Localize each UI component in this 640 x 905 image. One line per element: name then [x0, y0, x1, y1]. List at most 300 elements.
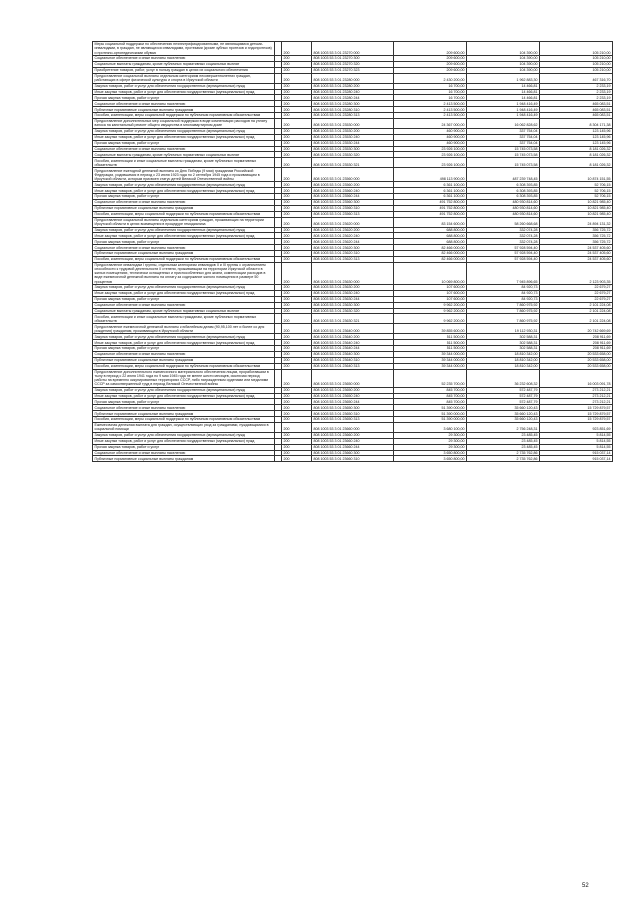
row-executed-cell: 23 485,45 — [467, 438, 540, 444]
row-plan-cell: 511 500,00 — [394, 346, 467, 352]
row-plan-cell: 2 413 500,00 — [394, 107, 467, 113]
row-plan-cell: 209 600,00 — [394, 42, 467, 56]
row-code-cell: 808 1003 53 3 01 23620 300 — [312, 245, 394, 251]
row-kvr-cell: 200 — [282, 456, 312, 462]
row-executed-cell: 6 308 393,85 — [467, 182, 540, 188]
row-remainder-cell: 105 210,00 — [540, 61, 613, 67]
row-code-cell: 808 1003 53 3 01 23620 244 — [312, 239, 394, 245]
row-plan-cell: 460 900,00 — [394, 134, 467, 140]
row-plan-cell: 24 367 000,00 — [394, 118, 467, 128]
row-executed-cell: 480 930 814,60 — [467, 199, 540, 205]
row-executed-cell: 480 930 814,60 — [467, 211, 540, 217]
row-remainder-cell: 24 537 405,60 — [540, 256, 613, 262]
row-remainder-cell: 465 083,51 — [540, 107, 613, 113]
row-code-cell: 808 1003 53 3 01 23660 244 — [312, 444, 394, 450]
row-plan-cell: 491 752 800,00 — [394, 199, 467, 205]
row-code-cell: 808 1003 53 3 01 23620 310 — [312, 251, 394, 257]
row-executed-cell: 14 466,81 — [467, 95, 540, 101]
row-kvr-cell: 200 — [282, 140, 312, 146]
row-name-cell: Социальное обеспечение и иные выплаты населению — [93, 351, 275, 357]
row-code-cell: 808 1003 53 3 01 23620 240 — [312, 233, 394, 239]
row-kvr-cell: 200 — [282, 290, 312, 296]
row-executed-cell: 337 754,04 — [467, 134, 540, 140]
row-name-cell: Закупка товаров, работ и услуг для обеспечения государственных (муниципальных) нужд — [93, 83, 275, 89]
row-name-cell: Прочая закупка товаров, работ и услуг — [93, 346, 275, 352]
row-name-cell: Социальное обеспечение и иные выплаты населению — [93, 450, 275, 456]
table-row — [93, 456, 613, 462]
row-executed-cell: 332 074,28 — [467, 233, 540, 239]
row-code-cell: 808 1003 53 3 01 23530 300 — [312, 146, 394, 152]
row-remainder-cell: 208 911,69 — [540, 340, 613, 346]
row-remainder-cell: 273 212,21 — [540, 387, 613, 393]
row-kvr-cell: 200 — [282, 188, 312, 194]
row-kvr-cell: 200 — [282, 67, 312, 73]
row-name-cell: Иные закупки товаров, работ и услуг для обеспечения государственных (муниципальных) нужд — [93, 89, 275, 95]
row-executed-cell: 104 390,00 — [467, 67, 540, 73]
row-plan-cell: 23 926 100,00 — [394, 158, 467, 168]
row-kvr-cell: 200 — [282, 334, 312, 340]
row-executed-cell: 2 735 762,86 — [467, 456, 540, 462]
row-executed-cell: 2 735 762,86 — [467, 450, 540, 456]
row-executed-cell: 104 390,00 — [467, 42, 540, 56]
row-executed-cell: 58 260 668,68 — [467, 217, 540, 227]
row-plan-cell: 82 466 000,00 — [394, 251, 467, 257]
row-code-cell: 808 1003 53 3 01 23660 300 — [312, 450, 394, 456]
row-kvr-cell: 200 — [282, 324, 312, 334]
row-executed-cell: 18 810 342,00 — [467, 357, 540, 363]
row-executed-cell: 2 756 248,31 — [467, 422, 540, 432]
row-kvr-cell: 200 — [282, 450, 312, 456]
row-remainder-cell: 105 210,00 — [540, 56, 613, 62]
row-plan-cell: 9 962 200,00 — [394, 314, 467, 324]
row-plan-cell: 209 600,00 — [394, 61, 467, 67]
row-spacer-cell — [275, 217, 282, 227]
row-remainder-cell: 273 212,21 — [540, 399, 613, 405]
row-remainder-cell: 2 101 224,08 — [540, 302, 613, 308]
row-remainder-cell: 8 181 026,32 — [540, 146, 613, 152]
row-name-cell: Иные закупки товаров, работ и услуг для обеспечения государственных (муниципальных) нужд — [93, 134, 275, 140]
row-remainder-cell: 356 725,72 — [540, 227, 613, 233]
row-kvr-cell: 200 — [282, 89, 312, 95]
row-remainder-cell: 8 181 026,32 — [540, 158, 613, 168]
row-kvr-cell: 200 — [282, 411, 312, 417]
row-plan-cell: 16 700,00 — [394, 83, 467, 89]
row-name-cell: Пособия, компенсации и иные социальные выплаты гражданам, кроме публичных нормативных обязательств — [93, 314, 275, 324]
row-remainder-cell: 105 210,00 — [540, 67, 613, 73]
row-remainder-cell: 10 874 151,55 — [540, 168, 613, 182]
row-code-cell: 808 1003 53 3 01 23270 320 — [312, 61, 394, 67]
row-name-cell: Иные закупки товаров, работ и услуг для обеспечения государственных (муниципальных) нужд — [93, 393, 275, 399]
row-plan-cell: 39 344 000,00 — [394, 351, 467, 357]
row-name-cell: Пособия, компенсации, меры социальной поддержки по публичным нормативным обязательствам — [93, 417, 275, 423]
row-executed-cell: 18 810 342,00 — [467, 363, 540, 369]
row-remainder-cell: 2 101 224,08 — [540, 314, 613, 324]
row-executed-cell: 84 920,73 — [467, 296, 540, 302]
row-plan-cell: 460 900,00 — [394, 140, 467, 146]
row-plan-cell: 209 600,00 — [394, 56, 467, 62]
row-code-cell: 808 1003 53 3 01 23560 300 — [312, 199, 394, 205]
row-executed-cell: 487 239 748,45 — [467, 168, 540, 182]
row-name-cell: Предоставление ежемесячной денежной выплаты к юбилейным датам (90,95,100 лет и более со дня рождения) гражданам, проживающим в Иркутской области — [93, 324, 275, 334]
row-remainder-cell: 2 233,19 — [540, 95, 613, 101]
row-plan-cell: 511 500,00 — [394, 340, 467, 346]
row-name-cell: Предоставление дополнительных мер социальной поддержки в виде компенсации расходов на уплату взноса на капитальный ремонт общего имущества в многоквартирном доме — [93, 118, 275, 128]
row-spacer-cell — [275, 422, 282, 432]
row-kvr-cell: 200 — [282, 444, 312, 450]
row-executed-cell: 14 466,81 — [467, 89, 540, 95]
row-plan-cell: 9 962 200,00 — [394, 302, 467, 308]
row-kvr-cell: 200 — [282, 217, 312, 227]
row-code-cell: 808 1003 53 3 01 23280 200 — [312, 83, 394, 89]
row-code-cell: 808 1003 53 3 01 23270 000 — [312, 42, 394, 56]
row-code-cell: 808 1003 53 3 01 23650 000 — [312, 369, 394, 387]
row-kvr-cell: 200 — [282, 393, 312, 399]
row-executed-cell: 1 948 416,49 — [467, 101, 540, 107]
row-name-cell: Социальное обеспечение и иные выплаты населению — [93, 146, 275, 152]
row-executed-cell: 84 920,73 — [467, 290, 540, 296]
table-row — [93, 118, 613, 128]
row-spacer-cell — [275, 262, 282, 284]
row-plan-cell: 2 413 500,00 — [394, 113, 467, 119]
row-executed-cell: 302 588,31 — [467, 334, 540, 340]
row-plan-cell: 688 800,00 — [394, 227, 467, 233]
row-code-cell: 808 1003 53 3 01 23660 000 — [312, 422, 394, 432]
row-remainder-cell: 467 316,70 — [540, 73, 613, 83]
row-name-cell: Ежемесячная денежная выплата для граждан, осуществляющих уход за гражданами, нуждающимися в социальной помощи — [93, 422, 275, 432]
row-kvr-cell: 200 — [282, 146, 312, 152]
row-code-cell: 808 1003 53 3 01 23630 200 — [312, 285, 394, 291]
table-row — [93, 168, 613, 182]
row-kvr-cell: 200 — [282, 308, 312, 314]
row-kvr-cell: 200 — [282, 233, 312, 239]
row-executed-cell: 332 074,28 — [467, 227, 540, 233]
row-code-cell: 808 1003 53 3 01 23640 200 — [312, 334, 394, 340]
row-code-cell: 808 1003 53 3 01 23280 300 — [312, 101, 394, 107]
row-spacer-cell — [275, 324, 282, 334]
row-plan-cell: 511 500,00 — [394, 334, 467, 340]
row-kvr-cell: 200 — [282, 239, 312, 245]
row-kvr-cell: 200 — [282, 432, 312, 438]
row-remainder-cell: 15 729 879,57 — [540, 417, 613, 423]
row-executed-cell: 480 930 814,60 — [467, 205, 540, 211]
row-code-cell: 808 1003 53 3 01 23560 313 — [312, 211, 394, 217]
row-executed-cell: 57 928 594,40 — [467, 245, 540, 251]
row-code-cell: 808 1003 53 3 01 23630 000 — [312, 262, 394, 284]
row-code-cell: 808 1003 53 3 01 23660 310 — [312, 456, 394, 462]
row-executed-cell: 7 860 975,92 — [467, 308, 540, 314]
row-remainder-cell: 2 101 224,08 — [540, 308, 613, 314]
row-executed-cell: 302 588,31 — [467, 340, 540, 346]
row-remainder-cell: 105 210,00 — [540, 42, 613, 56]
row-remainder-cell: 123 145,96 — [540, 140, 613, 146]
row-name-cell: Публичные нормативные социальные выплаты гражданам — [93, 411, 275, 417]
row-executed-cell: 35 660 120,43 — [467, 411, 540, 417]
row-name-cell: Публичные нормативные социальные выплаты гражданам — [93, 107, 275, 113]
row-remainder-cell: 22 679,27 — [540, 290, 613, 296]
row-code-cell: 808 1003 53 3 01 23280 313 — [312, 113, 394, 119]
row-executed-cell: 7 945 896,65 — [467, 262, 540, 284]
row-code-cell: 808 1003 53 3 01 23530 200 — [312, 128, 394, 134]
row-plan-cell: 6 361 100,00 — [394, 194, 467, 200]
row-plan-cell: 6 361 100,00 — [394, 182, 467, 188]
row-code-cell: 808 1003 53 3 01 23640 300 — [312, 351, 394, 357]
row-name-cell: Социальное обеспечение и иные выплаты населению — [93, 245, 275, 251]
row-kvr-cell: 200 — [282, 118, 312, 128]
row-remainder-cell: 24 537 405,60 — [540, 245, 613, 251]
row-plan-cell: 51 390 000,00 — [394, 405, 467, 411]
row-remainder-cell: 24 894 131,32 — [540, 217, 613, 227]
row-code-cell: 808 1003 53 3 01 23620 000 — [312, 217, 394, 227]
row-spacer-cell — [275, 73, 282, 83]
row-code-cell: 808 1003 53 3 01 23660 240 — [312, 438, 394, 444]
row-executed-cell: 18 810 342,00 — [467, 351, 540, 357]
table-row — [93, 262, 613, 284]
row-remainder-cell: 20 533 658,00 — [540, 363, 613, 369]
row-executed-cell: 15 745 073,58 — [467, 158, 540, 168]
row-remainder-cell: 2 233,19 — [540, 83, 613, 89]
row-remainder-cell: 2 233,19 — [540, 89, 613, 95]
row-name-cell: Прочая закупка товаров, работ и услуг — [93, 140, 275, 146]
row-name-cell: Прочая закупка товаров, работ и услуг — [93, 194, 275, 200]
row-name-cell: Социальное обеспечение и иные выплаты населению — [93, 405, 275, 411]
row-plan-cell: 2 430 200,00 — [394, 73, 467, 83]
row-remainder-cell: 20 742 669,69 — [540, 324, 613, 334]
row-remainder-cell: 208 911,69 — [540, 346, 613, 352]
row-remainder-cell: 52 706,15 — [540, 194, 613, 200]
row-remainder-cell: 24 537 405,60 — [540, 251, 613, 257]
row-plan-cell: 460 900,00 — [394, 128, 467, 134]
row-code-cell: 808 1003 53 3 01 23280 240 — [312, 89, 394, 95]
row-remainder-cell: 5 814,55 — [540, 432, 613, 438]
row-name-cell: Публичные нормативные социальные выплаты гражданам — [93, 251, 275, 257]
row-code-cell: 808 1003 53 3 01 23270 323 — [312, 67, 394, 73]
row-kvr-cell: 200 — [282, 351, 312, 357]
row-name-cell: Пособия, компенсации, меры социальной поддержки по публичным нормативным обязательствам — [93, 113, 275, 119]
row-spacer-cell — [275, 369, 282, 387]
row-plan-cell: 107 600,00 — [394, 296, 467, 302]
row-name-cell: Иные закупки товаров, работ и услуг для обеспечения государственных (муниципальных) нужд — [93, 290, 275, 296]
row-remainder-cell: 5 814,55 — [540, 438, 613, 444]
row-remainder-cell: 2 123 903,35 — [540, 262, 613, 284]
row-name-cell: Предоставление ежегодной денежной выплаты ко Дню Победы (9 мая) гражданам Российской Федерации, родившимся в период с 23 июня 1923 года по 2 сентября 1945 года и проживающим в Иркутской области, которым присвоен статус детей Великой Отечественной войны — [93, 168, 275, 182]
row-name-cell: Социальные выплаты гражданам, кроме публичных нормативных социальных выплат — [93, 152, 275, 158]
row-kvr-cell: 200 — [282, 211, 312, 217]
row-remainder-cell: 915 037,14 — [540, 456, 613, 462]
row-kvr-cell: 200 — [282, 152, 312, 158]
row-name-cell: Публичные нормативные социальные выплаты гражданам — [93, 357, 275, 363]
table-row — [93, 217, 613, 227]
row-remainder-cell: 10 821 985,40 — [540, 205, 613, 211]
row-name-cell: Меры социальной поддержки по обеспечению неэлектрифицированными, не являющимися детьми-инвалидами, в граждан, не являющихся инвалидами, протезами (кроме зубных протезов и эндопротезов) и протезно-ортопедическими обувью — [93, 42, 275, 56]
row-remainder-cell: 923 851,69 — [540, 422, 613, 432]
row-kvr-cell: 200 — [282, 438, 312, 444]
row-code-cell: 808 1003 53 3 01 23620 313 — [312, 256, 394, 262]
row-code-cell: 808 1003 53 3 01 23530 320 — [312, 152, 394, 158]
row-kvr-cell: 200 — [282, 285, 312, 291]
row-code-cell: 808 1003 53 3 01 23630 244 — [312, 296, 394, 302]
row-executed-cell: 572 487,79 — [467, 387, 540, 393]
row-name-cell: Прочая закупка товаров, работ и услуг — [93, 296, 275, 302]
row-executed-cell: 104 390,00 — [467, 61, 540, 67]
row-plan-cell: 845 700,00 — [394, 387, 467, 393]
row-kvr-cell: 200 — [282, 158, 312, 168]
row-code-cell: 808 1003 53 3 01 23560 244 — [312, 194, 394, 200]
row-kvr-cell: 200 — [282, 42, 312, 56]
table-row — [93, 324, 613, 334]
row-name-cell: Прочая закупка товаров, работ и услуг — [93, 239, 275, 245]
row-kvr-cell: 200 — [282, 422, 312, 432]
budget-execution-table — [92, 41, 613, 462]
row-plan-cell: 491 752 800,00 — [394, 211, 467, 217]
row-remainder-cell: 123 145,96 — [540, 128, 613, 134]
row-code-cell: 808 1003 53 3 01 23530 244 — [312, 140, 394, 146]
row-code-cell: 808 1003 53 3 01 23660 200 — [312, 432, 394, 438]
row-executed-cell: 14 466,81 — [467, 83, 540, 89]
table-row — [93, 369, 613, 387]
row-remainder-cell: 15 729 879,57 — [540, 405, 613, 411]
row-name-cell: Предоставление социальной выплаты отдельным категориям граждан, проживающих на территории Иркутской области в целях возмещения в процедуре гемодиализа — [93, 217, 275, 227]
row-kvr-cell: 200 — [282, 340, 312, 346]
row-spacer-cell — [275, 158, 282, 168]
row-name-cell: Закупка товаров, работ и услуг для обеспечения государственных (муниципальных) нужд — [93, 387, 275, 393]
row-plan-cell: 491 752 800,00 — [394, 205, 467, 211]
row-kvr-cell: 200 — [282, 168, 312, 182]
row-executed-cell: 1 948 416,49 — [467, 113, 540, 119]
row-name-cell: Закупка товаров, работ и услуг для обеспечения государственных (муниципальных) нужд — [93, 285, 275, 291]
row-executed-cell: 337 754,04 — [467, 128, 540, 134]
row-code-cell: 808 1003 53 3 01 23620 200 — [312, 227, 394, 233]
row-name-cell: Предоставление социальной выплаты отдельным категориям несовершеннолетних граждан, работающих в сфере физической культуры и спорта в Иркутской области — [93, 73, 275, 83]
row-spacer-cell — [275, 118, 282, 128]
row-remainder-cell: 10 821 985,40 — [540, 211, 613, 217]
row-executed-cell: 35 660 120,43 — [467, 417, 540, 423]
row-kvr-cell: 200 — [282, 363, 312, 369]
row-kvr-cell: 200 — [282, 113, 312, 119]
row-executed-cell: 23 485,45 — [467, 432, 540, 438]
table-row — [93, 42, 613, 56]
row-plan-cell: 82 466 000,00 — [394, 245, 467, 251]
row-executed-cell: 57 928 594,40 — [467, 256, 540, 262]
row-code-cell: 808 1003 53 3 01 23270 300 — [312, 56, 394, 62]
row-plan-cell: 39 344 000,00 — [394, 357, 467, 363]
row-remainder-cell: 123 145,96 — [540, 134, 613, 140]
row-plan-cell: 688 800,00 — [394, 239, 467, 245]
row-name-cell: Прочая закупка товаров, работ и услуг — [93, 399, 275, 405]
row-kvr-cell: 200 — [282, 405, 312, 411]
row-code-cell: 808 1003 53 3 01 23630 321 — [312, 314, 394, 324]
row-spacer-cell — [275, 314, 282, 324]
row-remainder-cell: 22 679,27 — [540, 296, 613, 302]
row-name-cell: Закупка товаров, работ и услуг для обеспечения государственных (муниципальных) нужд — [93, 432, 275, 438]
row-remainder-cell: 8 304 171,38 — [540, 118, 613, 128]
row-code-cell: 808 1003 53 3 01 23640 000 — [312, 324, 394, 334]
row-name-cell: Пособия, компенсации, меры социальной поддержки по публичным нормативным обязательствам — [93, 363, 275, 369]
row-plan-cell: 10 069 800,00 — [394, 262, 467, 284]
row-code-cell: 808 1003 53 3 01 23530 000 — [312, 118, 394, 128]
row-executed-cell: 337 754,04 — [467, 140, 540, 146]
row-remainder-cell: 8 181 026,32 — [540, 152, 613, 158]
row-executed-cell: 84 920,73 — [467, 285, 540, 291]
row-plan-cell: 29 300,00 — [394, 444, 467, 450]
row-executed-cell: 7 860 975,92 — [467, 314, 540, 324]
row-code-cell: 808 1003 53 3 01 23650 313 — [312, 417, 394, 423]
row-code-cell: 808 1003 53 3 01 23650 200 — [312, 387, 394, 393]
row-plan-cell: 498 113 900,00 — [394, 168, 467, 182]
row-remainder-cell: 16 003 091,78 — [540, 369, 613, 387]
row-name-cell: Пособия, компенсации, меры социальной поддержки по публичным нормативным обязательствам — [93, 256, 275, 262]
row-name-cell: Социальные выплаты гражданам, кроме публичных нормативных социальных выплат — [93, 308, 275, 314]
row-kvr-cell: 200 — [282, 399, 312, 405]
row-kvr-cell: 200 — [282, 417, 312, 423]
row-spacer-cell — [275, 168, 282, 182]
table-row — [93, 314, 613, 324]
row-kvr-cell: 200 — [282, 262, 312, 284]
row-name-cell: Иные закупки товаров, работ и услуг для обеспечения государственных (муниципальных) нужд — [93, 233, 275, 239]
row-code-cell: 808 1003 53 3 01 23560 000 — [312, 168, 394, 182]
row-code-cell: 808 1003 53 3 01 23560 200 — [312, 182, 394, 188]
row-plan-cell: 51 390 000,00 — [394, 417, 467, 423]
row-remainder-cell: 356 725,72 — [540, 233, 613, 239]
row-kvr-cell: 200 — [282, 95, 312, 101]
row-plan-cell: 3 650 800,00 — [394, 450, 467, 456]
row-name-cell: Социальное обеспечение и иные выплаты населению — [93, 199, 275, 205]
row-plan-cell: 3 680 100,00 — [394, 422, 467, 432]
row-remainder-cell: 5 814,55 — [540, 444, 613, 450]
row-plan-cell: 209 600,00 — [394, 67, 467, 73]
row-kvr-cell: 200 — [282, 357, 312, 363]
row-name-cell: Приобретение товаров, работ, услуг в пользу граждан в целях их социального обеспечения — [93, 67, 275, 73]
row-kvr-cell: 200 — [282, 128, 312, 134]
row-name-cell: Иные закупки товаров, работ и услуг для обеспечения государственных (муниципальных) нужд — [93, 438, 275, 444]
row-plan-cell: 23 926 100,00 — [394, 146, 467, 152]
row-remainder-cell: 915 037,14 — [540, 450, 613, 456]
row-kvr-cell: 200 — [282, 251, 312, 257]
row-plan-cell: 845 700,00 — [394, 399, 467, 405]
row-executed-cell: 302 588,31 — [467, 346, 540, 352]
row-name-cell: Закупка товаров, работ и услуг для обеспечения государственных (муниципальных) нужд — [93, 182, 275, 188]
row-plan-cell: 39 344 000,00 — [394, 363, 467, 369]
row-code-cell: 808 1003 53 3 01 23650 310 — [312, 411, 394, 417]
row-name-cell: Публичные нормативные социальные выплаты гражданам — [93, 456, 275, 462]
row-code-cell: 808 1003 53 3 01 23630 320 — [312, 308, 394, 314]
row-executed-cell: 6 308 393,85 — [467, 188, 540, 194]
row-remainder-cell: 15 729 879,57 — [540, 411, 613, 417]
row-executed-cell: 104 390,00 — [467, 56, 540, 62]
row-code-cell: 808 1003 53 3 01 23640 313 — [312, 363, 394, 369]
row-name-cell: Социальное обеспечение и иные выплаты населению — [93, 101, 275, 107]
row-executed-cell: 1 962 883,30 — [467, 73, 540, 83]
row-executed-cell: 16 062 828,62 — [467, 118, 540, 128]
row-executed-cell: 19 112 930,31 — [467, 324, 540, 334]
row-kvr-cell: 200 — [282, 346, 312, 352]
row-executed-cell: 57 928 594,40 — [467, 251, 540, 257]
row-remainder-cell: 465 083,51 — [540, 101, 613, 107]
row-plan-cell: 107 600,00 — [394, 285, 467, 291]
row-plan-cell: 29 300,00 — [394, 432, 467, 438]
row-name-cell: Социальное обеспечение и иные выплаты населению — [93, 302, 275, 308]
row-executed-cell: 36 232 608,32 — [467, 369, 540, 387]
row-kvr-cell: 200 — [282, 194, 312, 200]
row-executed-cell: 35 660 120,43 — [467, 405, 540, 411]
table-row — [93, 158, 613, 168]
row-kvr-cell: 200 — [282, 302, 312, 308]
row-name-cell: Социальное обеспечение и иные выплаты населению — [93, 56, 275, 62]
row-executed-cell: 15 745 073,58 — [467, 146, 540, 152]
row-executed-cell: 1 948 416,49 — [467, 107, 540, 113]
row-executed-cell: 7 860 975,92 — [467, 302, 540, 308]
row-executed-cell: 332 074,28 — [467, 239, 540, 245]
row-executed-cell: 23 485,45 — [467, 444, 540, 450]
